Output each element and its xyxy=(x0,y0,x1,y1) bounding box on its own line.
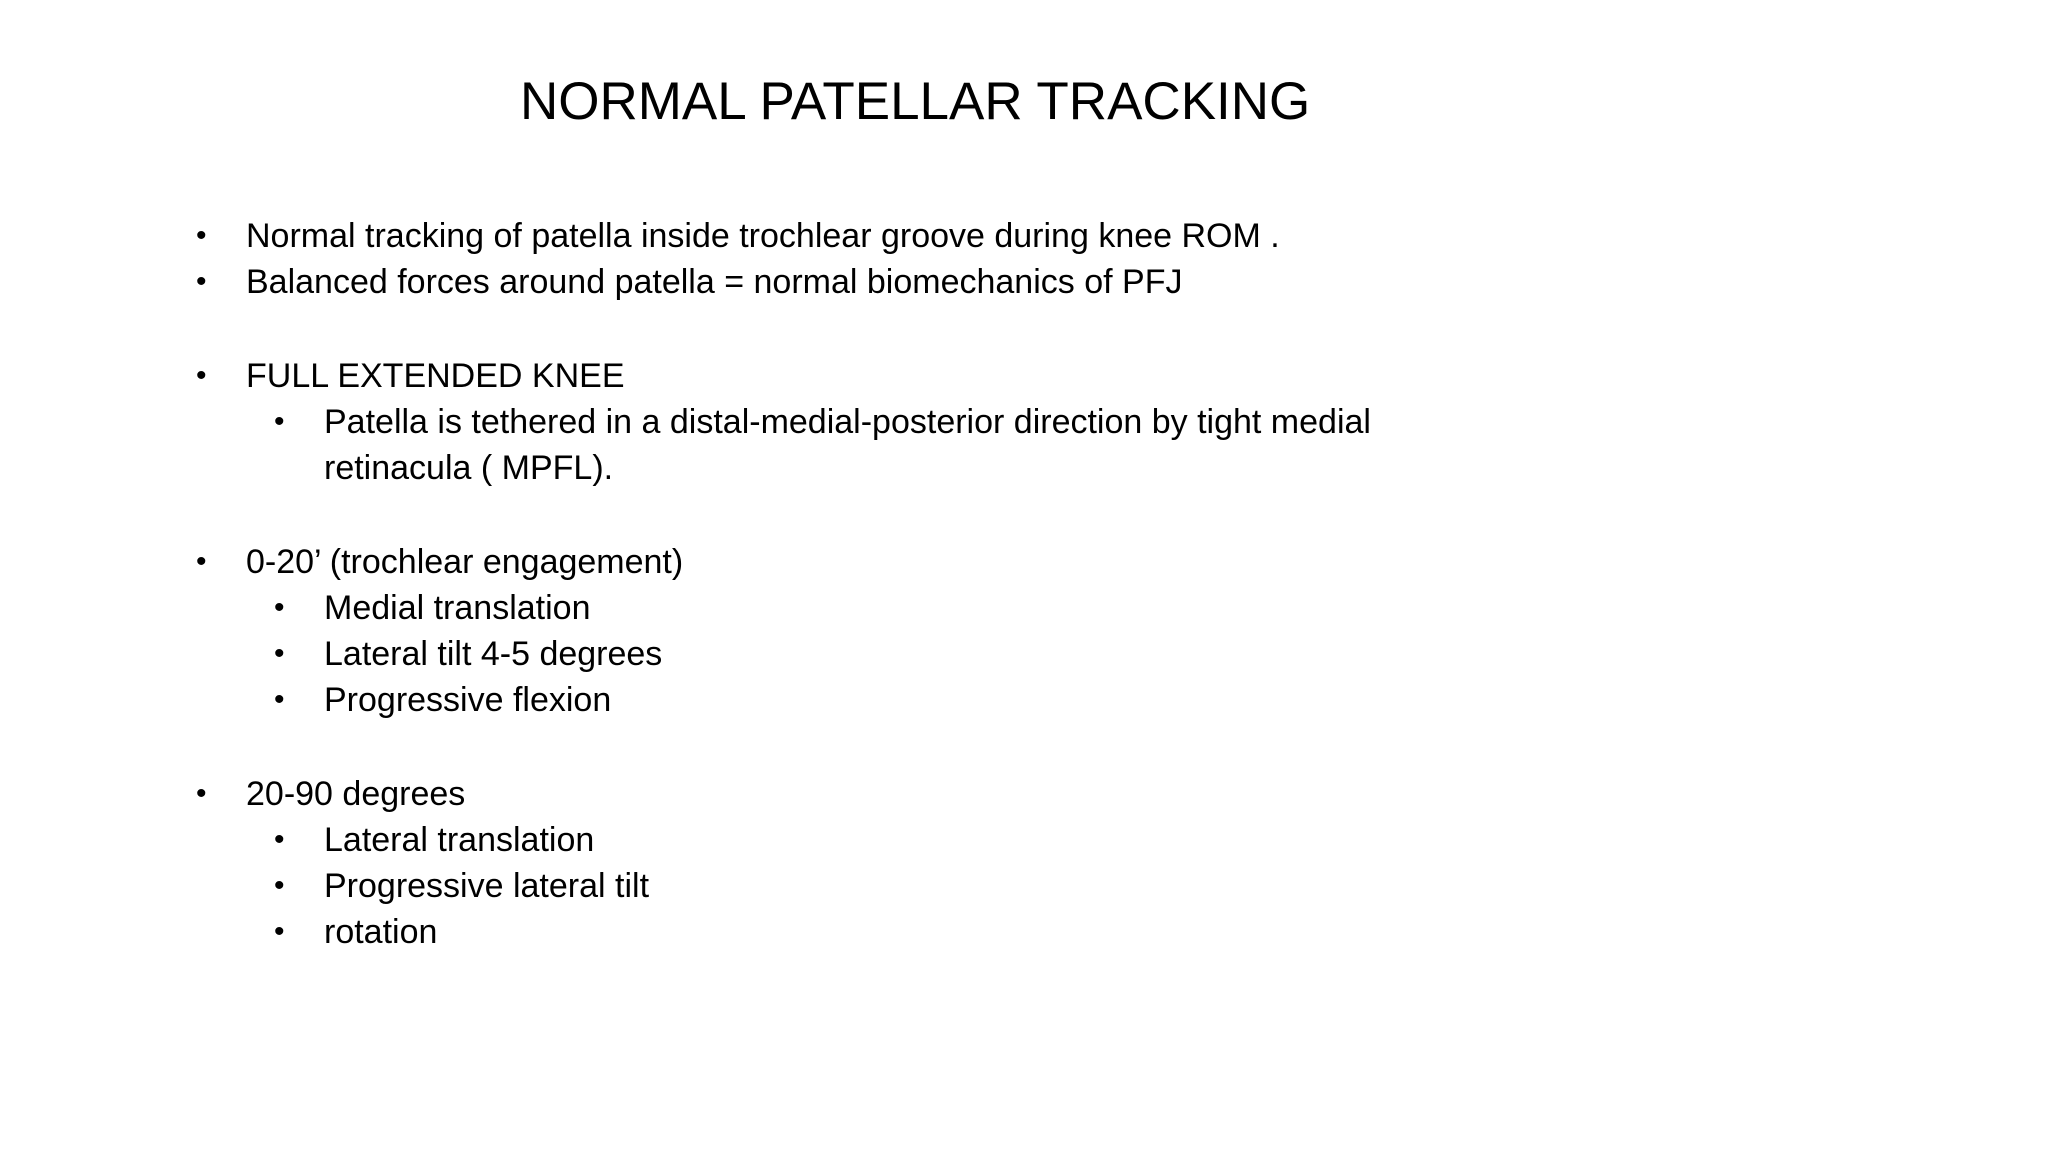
list-item-continuation: retinacula ( MPFL). xyxy=(324,449,614,487)
bullet-icon: • xyxy=(274,823,285,856)
list-item: Normal tracking of patella inside trochlear groove during knee ROM . xyxy=(246,217,1280,255)
bullet-icon: • xyxy=(274,405,285,438)
list-item: Lateral tilt 4-5 degrees xyxy=(324,635,663,673)
list-item: Lateral translation xyxy=(324,821,595,859)
list-item: Medial translation xyxy=(324,589,591,627)
list-item: FULL EXTENDED KNEE xyxy=(246,357,625,395)
bullet-icon: • xyxy=(196,545,207,578)
list-item: 20-90 degrees xyxy=(246,775,466,813)
bullet-icon: • xyxy=(196,359,207,392)
bullet-icon: • xyxy=(274,637,285,670)
list-item: 0-20’ (trochlear engagement) xyxy=(246,543,684,581)
bullet-icon: • xyxy=(274,915,285,948)
bullet-icon: • xyxy=(274,591,285,624)
bullet-icon: • xyxy=(196,265,207,298)
slide-title: NORMAL PATELLAR TRACKING xyxy=(520,72,1311,131)
list-item: Patella is tethered in a distal-medial-posterior direction by tight medial xyxy=(324,403,1371,441)
bullet-icon: • xyxy=(274,869,285,902)
bullet-icon: • xyxy=(196,777,207,810)
bullet-icon: • xyxy=(196,219,207,252)
bullet-icon: • xyxy=(274,683,285,716)
list-item: rotation xyxy=(324,913,438,951)
list-item: Progressive lateral tilt xyxy=(324,867,650,905)
list-item: Balanced forces around patella = normal biomechanics of PFJ xyxy=(246,263,1183,301)
list-item: Progressive flexion xyxy=(324,681,612,719)
